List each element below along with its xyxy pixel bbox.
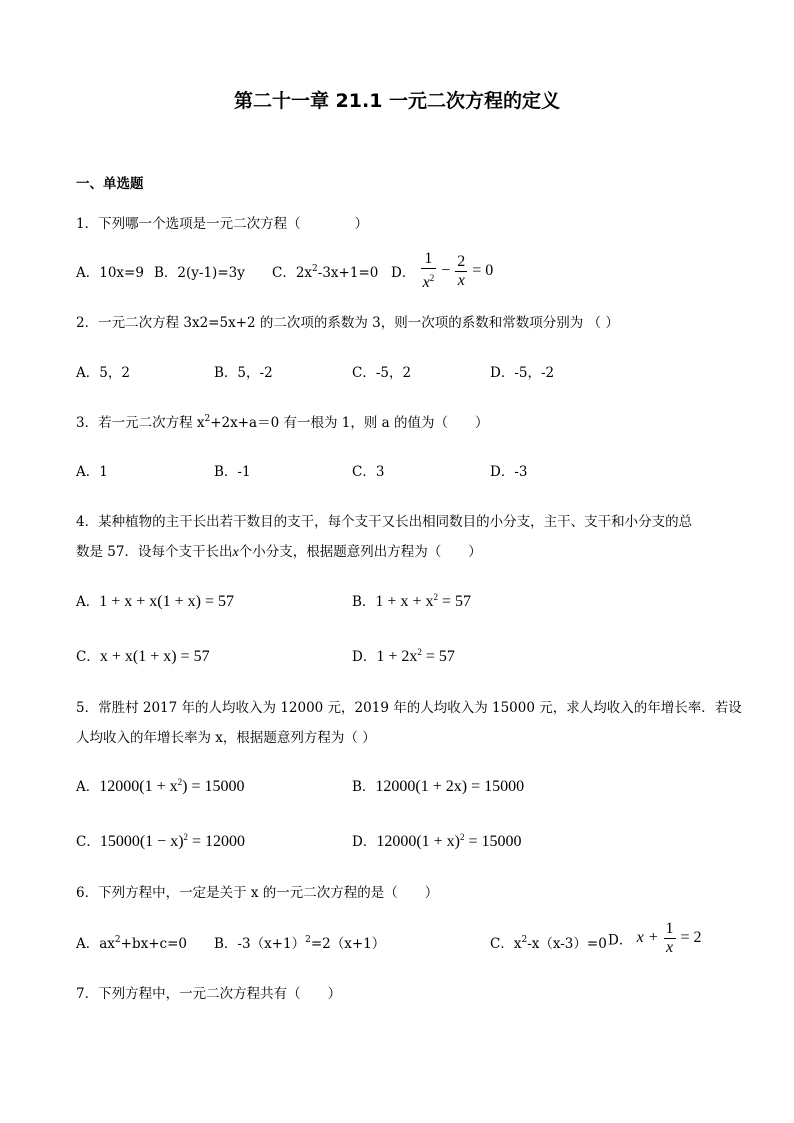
q6-option-b: B．$-3(x+1)^2=2(x+1)$ <box>214 935 386 952</box>
page-title: 第二十一章 21.1 一元二次方程的定义 <box>233 90 561 112</box>
q2-option-a: A．5，2 <box>76 365 130 381</box>
q6-option-c: C．$x^2-x(x-3)=0$ <box>490 935 607 952</box>
q1-option-d: D． $\frac{1}{x^2}$ − $\frac{2}{x}$ = 0 <box>391 250 494 291</box>
q4-option-b: B．$1 + x + x^2 = 57$ <box>352 592 471 610</box>
q4-option-a: A．1 + x + x(1 + x) = 57 <box>76 593 234 610</box>
question-4-line2: 数是 57．设每个支干长出x个小分支，根据题意列出方程为（ ） <box>76 544 482 560</box>
question-6-stem: 6．下列方程中，一定是关于 x 的一元二次方程的是（ ） <box>76 885 439 901</box>
q6-option-d: D． x + $\frac{1}{x}$ = 2 <box>608 920 702 956</box>
section-heading: 一、单选题 <box>76 176 144 192</box>
q5-option-a: A．$12000(1 + x^2) = 15000$ <box>76 777 245 795</box>
question-2-stem: 2．一元二次方程 3x2=5x+2 的二次项的系数为 3，则一次项的系数和常数项分别为 （ ） <box>76 315 619 331</box>
q5-option-b: B．12000(1 + 2x) = 15000 <box>352 778 525 795</box>
q2-option-d: D．-5，-2 <box>490 365 555 381</box>
q4-option-d: D．$1 + 2x^2 = 57$ <box>352 647 455 665</box>
question-3-stem: 3．若一元二次方程 $x^2+2x+a=0$ 有一根为 1，则 a 的值为（ ） <box>76 414 489 431</box>
question-5-line1: 5．常胜村 2017 年的人均收入为 12000 元，2019 年的人均收入为 15000 元，求人均收入的年增长率．若设 <box>76 700 742 716</box>
q3-option-b: B．-1 <box>214 464 251 480</box>
q2-option-c: C．-5，2 <box>352 365 412 381</box>
q4-option-c: C．x + x(1 + x) = 57 <box>76 648 210 665</box>
question-4-line1: 4．某种植物的主干长出若干数目的支干，每个支干又长出相同数目的小分支，主干、支干和小分支的总 <box>76 514 693 530</box>
q1-option-b: B．2(y-1)=3y <box>154 265 245 281</box>
q3-option-c: C．3 <box>352 464 385 480</box>
q1-option-c: C．$2x^2-3x+1=0$ <box>272 264 379 281</box>
q5-option-c: C．$15000(1 - x)^2 = 12000$ <box>76 832 246 850</box>
q3-option-a: A．1 <box>76 464 108 480</box>
question-1-stem: 1．下列哪一个选项是一元二次方程（ ） <box>76 216 369 232</box>
q2-option-b: B．5，-2 <box>214 365 273 381</box>
q3-option-d: D．-3 <box>490 464 528 480</box>
q1-option-a: A．10x=9 <box>76 265 144 281</box>
question-5-line2: 人均收入的年增长率为 x，根据题意列方程为（ ） <box>76 730 376 746</box>
q6-option-a: A．$ax^2+bx+c=0$ <box>76 935 187 952</box>
q5-option-d: D．$12000(1 + x)^2 = 15000$ <box>352 832 522 850</box>
question-7-stem: 7．下列方程中，一元二次方程共有（ ） <box>76 986 342 1002</box>
